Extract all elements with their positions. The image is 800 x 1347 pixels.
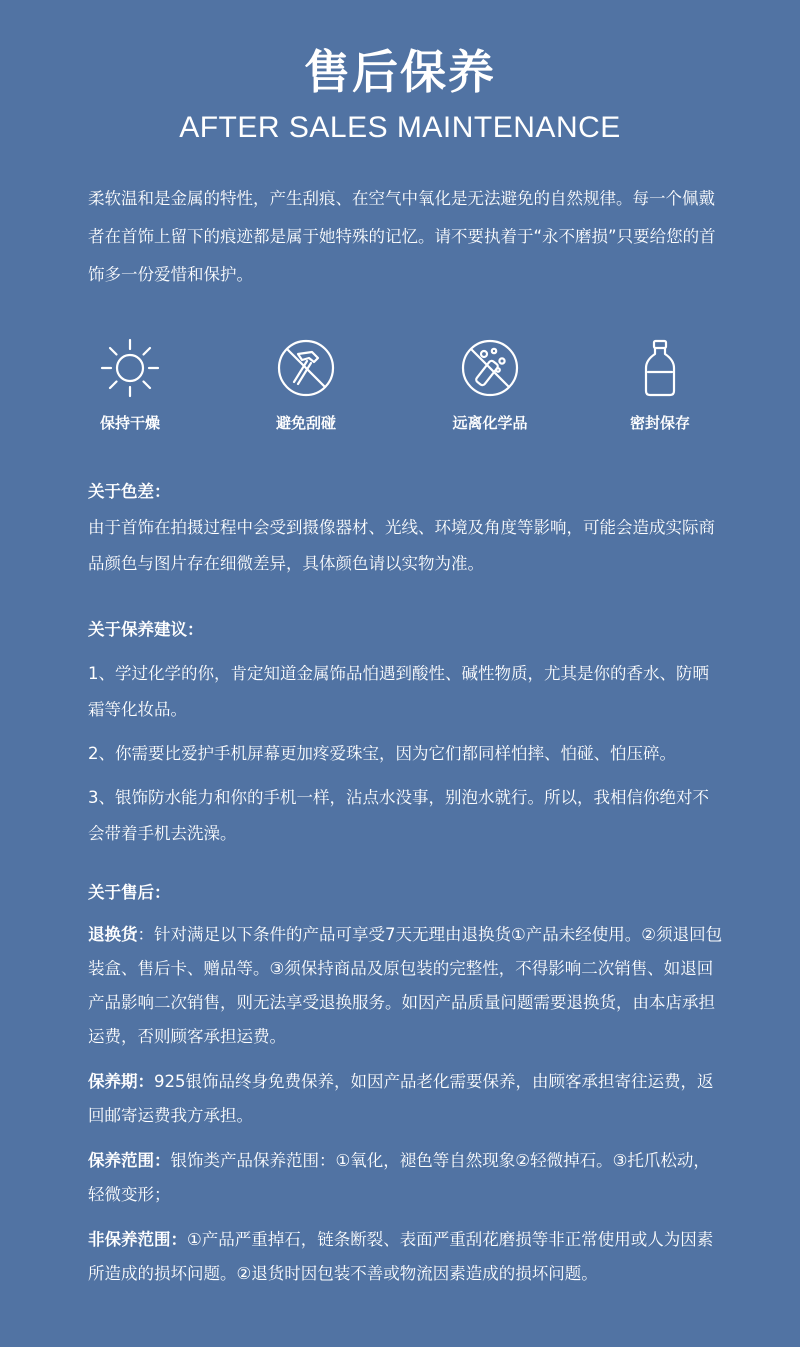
color-difference-section (88, 474, 724, 582)
page-title: 售后保养 (304, 45, 496, 99)
color-difference-heading: 关于色差： (88, 482, 171, 501)
care-item-no-chemical (420, 334, 560, 433)
after-sales-item-label: 退换货 (88, 925, 138, 944)
after-sales-item-label: 非保养范围： (88, 1230, 187, 1249)
after-sales-item-text: 925银饰品终身免费保养，如因产品老化需要保养，由顾客承担寄往运费，返回邮寄运费我方承担。 (88, 1072, 714, 1125)
after-sales-item (88, 1065, 724, 1133)
care-label-dry: 保持干燥 (99, 414, 160, 432)
no-hammer-icon (274, 334, 338, 398)
no-chemical-icon (458, 334, 522, 398)
care-advice-item: 3、银饰防水能力和你的手机一样，沾点水没事，别泡水就行。所以，我相信你绝对不会带着手机去洗澡。 (88, 788, 709, 843)
bottle-icon (628, 334, 692, 398)
care-item-dry (60, 334, 200, 433)
after-sales-item-text: 银饰类产品保养范围：①氧化，褪色等自然现象②轻微掉石。③托爪松动，轻微变形； (88, 1151, 710, 1204)
care-icons-row (0, 334, 800, 444)
after-sales-item (88, 918, 724, 1054)
care-advice-heading: 关于保养建议： (88, 620, 204, 639)
care-item-sealed (590, 334, 730, 433)
after-sales-item-text: ①产品严重掉石，链条断裂、表面严重刮花磨损等非正常使用或人为因素所造成的损坏问题。②退货时因包装不善或物流因素造成的损坏问题。 (88, 1230, 714, 1283)
care-advice-item: 2、你需要比爱护手机屏幕更加疼爱珠宝，因为它们都同样怕摔、怕碰、怕压碎。 (88, 744, 676, 763)
after-sales-item-label: 保养期： (88, 1072, 154, 1091)
care-label-no-chemical: 远离化学品 (452, 414, 528, 432)
care-item-avoid-scratch (236, 334, 376, 433)
color-difference-text: 由于首饰在拍摄过程中会受到摄像器材、光线、环境及角度等影响，可能会造成实际商品颜色与图片存在细微差异，具体颜色请以实物为准。 (88, 518, 715, 573)
after-sales-item-label: 保养范围： (88, 1151, 171, 1170)
care-advice-item: 1、学过化学的你，肯定知道金属饰品怕遇到酸性、碱性物质，尤其是你的香水、防晒霜等化妆品。 (88, 664, 709, 719)
care-advice-section (88, 612, 724, 860)
care-label-sealed: 密封保存 (629, 414, 690, 432)
intro-paragraph: 柔软温和是金属的特性，产生刮痕、在空气中氧化是无法避免的自然规律。每一个佩戴者在首饰上留下的痕迹都是属于她特殊的记忆。请不要执着于“永不磨损”只要给您的首饰多一份爱惜和保护。 (88, 189, 716, 284)
after-sales-item-text: ：针对满足以下条件的产品可享受7天无理由退换货①产品未经使用。②须退回包装盒、售后卡、赠品等。③须保持商品及原包装的完整性，不得影响二次销售、如退回产品影响二次销售，则无法享受退换服务。如因产品质量问题需要退换货，由本店承担运费，否则顾客承担运费。 (88, 925, 723, 1046)
after-sales-item (88, 1144, 724, 1212)
sun-icon (98, 334, 162, 398)
care-label-avoid-scratch: 避免刮碰 (275, 414, 336, 432)
after-sales-heading: 关于售后： (88, 883, 171, 902)
after-sales-section (88, 876, 724, 1302)
page-subtitle: AFTER SALES MAINTENANCE (179, 111, 621, 144)
after-sales-item (88, 1223, 724, 1291)
